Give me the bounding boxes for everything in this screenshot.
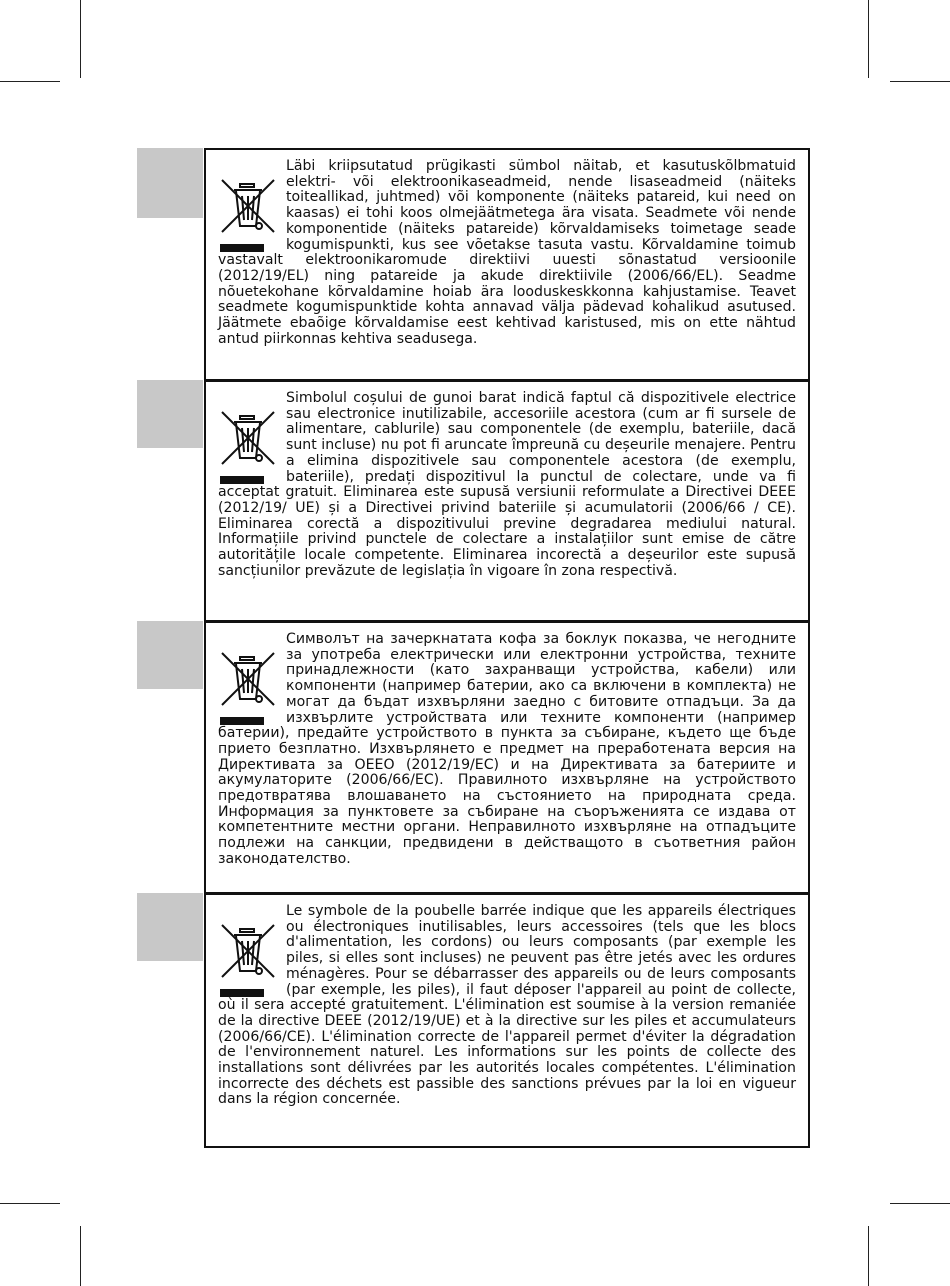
weee-notice-ro (204, 380, 810, 622)
crop-mark-top-right (868, 0, 869, 78)
notice-text: Le symbole de la poubelle barrée indique que les appareils électriques ou électroniques inutilisables, leurs accessoires (tels que les blocs d'alimentation, les cordons) ou leurs composants (par exemple les piles, si elles sont incluses) ne peuvent pas être jetés avec les ordures ménagères. Pour se débarrasser des appareils ou de leurs composants (par exemple, les piles), il faut déposer l'appareil au point de collecte, où il sera accepté gratuitement. L'élimination est soumise à la version remaniée de la directive DEEE (2012/19/UE) et à la directive sur les piles et accumulateurs (2006/66/CE). L'élimination correcte de l'appareil permet d'éviter la dégradation de l'environnement naturel. Les informations sur les points de collecte des installations sont délivrées par les autorités locales compétentes. L'élimination incorrecte des déchets est passible des sanctions prévues par la loi en vigueur dans la région concernée. (218, 903, 796, 1108)
notice-text: Läbi kriipsutatud prügikasti sümbol näitab, et kasutuskõlbmatuid elektri- või elektroonikaseadmeid, nende lisaseadmeid (näiteks toiteallikad, juhtmed) või komponente (näiteks patareid, kui need on kaasas) ei tohi koos olmejäätmetega ära visata. Seadmete või nende komponentide (näiteks patareide) kõrvaldamiseks toimetage seade kogumispunkti, kus see võetakse tasuta vastu. Kõrvaldamine toimub vastavalt elektroonikaromude direktiivi uuesti sõnastatud versioonile (2012/19/EL) ning patareide ja akude direktiivile (2006/66/EL). Seadme nõuetekohane kõrvaldamine hoiab ära looduskeskkonna kahjustamise. Teavet seadmete kogumispunktide kohta annavad välja pädevad kohalikud asutused. Jäätmete ebaõige kõrvaldamise eest kehtivad karistused, mis on ette nähtud antud piirkonnas kehtiva seadusega. (218, 158, 796, 347)
crop-mark-bottom-left (80, 1226, 81, 1286)
crossed-out-wheelie-bin-icon (218, 160, 278, 240)
weee-icon-wrap (218, 633, 278, 725)
language-tab-fr (137, 893, 203, 961)
black-bar-marking (220, 476, 264, 484)
black-bar-marking (220, 717, 264, 725)
weee-icon-wrap (218, 392, 278, 484)
crop-mark-bottom-right (868, 1226, 869, 1286)
crop-mark-left-top (0, 81, 60, 82)
weee-icon-wrap (218, 905, 278, 997)
weee-notice-bg (204, 621, 810, 894)
crop-mark-top-left (80, 0, 81, 78)
notice-text: Символът на зачеркнатата кофа за боклук показва, че негодните за употреба електрически или електронни устройства, техните принадлежности (като захранващи устройства, кабели) или компоненти (например батерии, ако са включени в комплекта) не могат да бъдат изхвърляни заедно с битовите отпадъци. За да изхвърлите устройствата или техните компоненти (например батерии), предайте устройството в пункта за събиране, където ще бъде прието безплатно. Изхвърлянето е предмет на преработената версия на Директивата за ОЕЕО (2012/19/ЕС) и на Директивата за батериите и акумулаторите (2006/66/ЕС). Правилното изхвърляне на устройството предотвратява влошаването на състоянието на природната среда. Информация за пунктовете за събиране на съоръженията се издава от компетентните местни органи. Неправилното изхвърляне на отпадъците подлежи на санкции, предвидени в действащото в съответния район законодателство. (218, 631, 796, 867)
crossed-out-wheelie-bin-icon (218, 392, 278, 472)
language-tab-et (137, 148, 203, 218)
weee-notice-et (204, 148, 810, 381)
language-tab-ro (137, 380, 203, 448)
crop-mark-right-top (890, 81, 950, 82)
weee-notice-fr (204, 893, 810, 1148)
crop-mark-left-bottom (0, 1203, 60, 1204)
crossed-out-wheelie-bin-icon (218, 633, 278, 713)
notice-text: Simbolul coșului de gunoi barat indică faptul că dispozitivele electrice sau electronice inutilizabile, accesoriile acestora (cum ar fi sursele de alimentare, cablurile) sau componentele (de exemplu, bateriile, dacă sunt incluse) nu pot fi aruncate împreună cu deșeurile menajere. Pentru a elimina dispozitivele sau componentele acestora (de exemplu, bateriile), predați dispozitivul la punctul de colectare, unde va fi acceptat gratuit. Eliminarea este supusă versiunii reformulate a Directivei DEEE (2012/19/ UE) și a Directivei privind bateriile și acumulatorii (2006/66 / CE). Eliminarea corectă a dispozitivului previne degradarea mediului natural. Informațiile privind punctele de colectare a instalațiilor sunt emise de către autoritățile locale competente. Eliminarea incorectă a deșeurilor este supusă sancțiunilor prevăzute de legislația în vigoare în zona respectivă. (218, 390, 796, 579)
black-bar-marking (220, 244, 264, 252)
weee-icon-wrap (218, 160, 278, 252)
black-bar-marking (220, 989, 264, 997)
crop-mark-right-bottom (890, 1203, 950, 1204)
language-tab-bg (137, 621, 203, 689)
crossed-out-wheelie-bin-icon (218, 905, 278, 985)
